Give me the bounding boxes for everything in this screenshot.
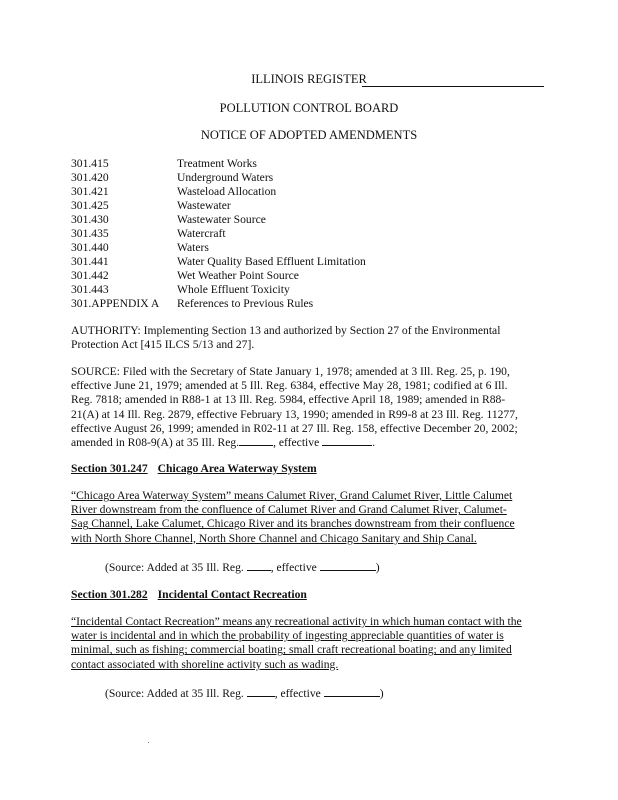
body-line: water is incidental and in which the probability of ingesting appreciable quantities of water is <box>71 629 504 643</box>
authority-paragraph <box>71 324 548 352</box>
body-line: contact associated with shoreline activity such as wading. <box>71 657 339 671</box>
source-paragraph <box>71 365 548 450</box>
section-number: 301.415 <box>71 157 109 170</box>
section-title: Wet Weather Point Source <box>177 269 299 282</box>
source-line: Reg. 7818; amended in R88-1 at 13 Ill. Reg. 5984, effective April 18, 1989; amended in R88- <box>71 393 506 407</box>
source-note: (Source: Added at 35 Ill. Reg. <box>105 561 244 574</box>
section-number: 301.430 <box>71 213 109 226</box>
section-282-heading <box>71 588 307 601</box>
section-title: Watercraft <box>177 227 226 240</box>
section-number: 301.APPENDIX A <box>71 297 160 310</box>
source-note: (Source: Added at 35 Ill. Reg. <box>105 687 244 700</box>
section-number: 301.443 <box>71 283 109 296</box>
blank-line <box>247 561 271 571</box>
section-title: Waters <box>177 241 209 254</box>
scan-speck <box>148 742 149 743</box>
section-title: Treatment Works <box>177 157 257 170</box>
section-title: Wasteload Allocation <box>177 185 277 198</box>
section-247-heading <box>71 462 317 475</box>
section-number: 301.435 <box>71 227 109 240</box>
source-line: effective June 21, 1979; amended at 5 Ill. Reg. 6384, effective May 28, 1981; codified at 6 Ill. <box>71 379 508 393</box>
header-rule <box>362 86 544 87</box>
section-247-body <box>71 489 548 546</box>
register-title: ILLINOIS REGISTER <box>251 72 367 86</box>
authority-line: AUTHORITY: Implementing Section 13 and authorized by Section 27 of the Environmental <box>71 324 501 337</box>
body-line: River downstream from the confluence of Calumet River and Grand Calumet River, Calumet- <box>71 503 507 517</box>
source-note: , effective <box>274 687 321 700</box>
section-number: Section 301.247 <box>71 462 148 475</box>
body-line: with North Shore Channel, North Shore Channel and Chicago Sanitary and Ship Canal. <box>71 531 477 545</box>
section-number: 301.425 <box>71 199 109 212</box>
section-number: 301.421 <box>71 185 109 198</box>
body-line: “Chicago Area Waterway System” means Calumet River, Grand Calumet River, Little Calumet <box>71 489 513 502</box>
source-text: amended in R08-9(A) at 35 Ill. Reg. <box>71 436 240 450</box>
section-title: Underground Waters <box>177 171 274 184</box>
section-title: Whole Effluent Toxicity <box>177 283 290 296</box>
blank-line <box>247 687 275 697</box>
body-line: Sag Channel, Lake Calumet, Chicago River and its branches downstream from their confluence <box>71 517 515 531</box>
body-line: minimal, such as fishing; commercial boating; small craft recreational boating; and any limited <box>71 643 512 657</box>
section-title: Wastewater Source <box>177 213 266 226</box>
source-note: ) <box>375 561 380 574</box>
section-282-body <box>71 615 548 672</box>
section-title: Wastewater <box>177 199 231 212</box>
board-title: POLLUTION CONTROL BOARD <box>219 101 399 115</box>
section-number: 301.420 <box>71 171 109 184</box>
section-282-source <box>105 687 384 700</box>
section-number: 301.441 <box>71 255 109 268</box>
source-text: , effective <box>273 436 320 450</box>
source-text: . <box>372 436 376 450</box>
section-247-source <box>105 561 380 574</box>
section-title: References to Previous Rules <box>177 297 314 310</box>
blank-line <box>322 436 372 446</box>
authority-line: Protection Act [415 ILCS 5/13 and 27]. <box>71 338 255 352</box>
section-title: Water Quality Based Effluent Limitation <box>177 255 366 268</box>
notice-title: NOTICE OF ADOPTED AMENDMENTS <box>200 128 418 142</box>
source-note: , effective <box>270 561 317 574</box>
body-line: “Incidental Contact Recreation” means any recreational activity in which human contact with the <box>71 615 522 628</box>
section-number: 301.442 <box>71 269 109 282</box>
source-line-last <box>71 436 548 450</box>
blank-line <box>320 561 376 571</box>
section-number: 301.440 <box>71 241 109 254</box>
source-line: SOURCE: Filed with the Secretary of State January 1, 1978; amended at 3 Ill. Reg. 25, p. 190, <box>71 365 510 378</box>
blank-line <box>324 687 380 697</box>
blank-line <box>239 436 273 446</box>
source-line: effective August 26, 1999; amended in R02-11 at 27 Ill. Reg. 158, effective December 20, 2002; <box>71 421 518 435</box>
section-heading-title: Chicago Area Waterway System <box>157 462 317 475</box>
section-number: Section 301.282 <box>71 588 148 601</box>
source-line: 21(A) at 14 Ill. Reg. 2879, effective February 13, 1990; amended in R99-8 at 23 Ill. Reg. 11277, <box>71 407 518 421</box>
source-note: ) <box>379 687 384 700</box>
section-heading-title: Incidental Contact Recreation <box>157 588 307 601</box>
